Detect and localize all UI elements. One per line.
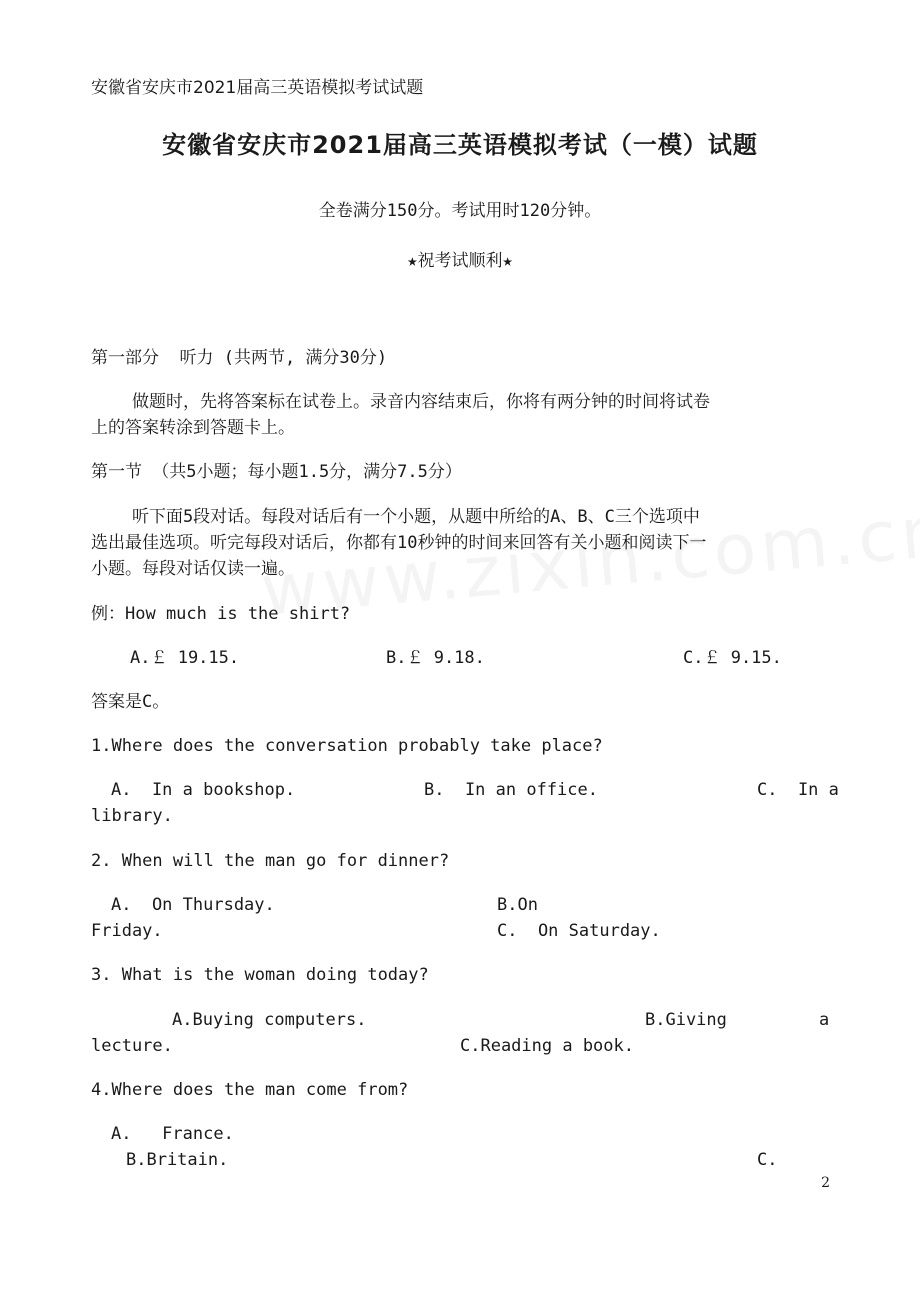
question-2-option-a: A. On Thursday. bbox=[111, 895, 275, 915]
page-title: 安徽省安庆市2021届高三英语模拟考试（一模）试题 bbox=[162, 131, 758, 159]
question-3-option-c: C.Reading a book. bbox=[460, 1036, 634, 1056]
section1-instruction-line: 选出最佳选项。听完每段对话后，你都有10秒钟的时间来回答有关小题和阅读下一 bbox=[91, 533, 707, 553]
part1-heading: 第一部分 听力 (共两节, 满分30分) bbox=[91, 348, 388, 368]
good-luck-note: ★祝考试顺利★ bbox=[407, 251, 513, 271]
question-3-option-b: B.Giving bbox=[645, 1010, 727, 1030]
question-1-option-c-cont: library. bbox=[91, 806, 173, 826]
page-header: 安徽省安庆市2021届高三英语模拟考试试题 bbox=[91, 78, 424, 98]
example-answer: 答案是C。 bbox=[91, 692, 170, 712]
example-question: 例：How much is the shirt? bbox=[91, 604, 351, 624]
section1-instruction-line: 小题。每段对话仅读一遍。 bbox=[91, 559, 295, 579]
question-3: 3. What is the woman doing today? bbox=[91, 965, 429, 985]
question-4: 4.Where does the man come from? bbox=[91, 1080, 409, 1100]
question-1-option-a: A. In a bookshop. bbox=[111, 780, 296, 800]
question-1-option-b: B. In an office. bbox=[424, 780, 598, 800]
question-4-option-a: A. France. bbox=[111, 1124, 234, 1144]
question-3-option-b-cont: lecture. bbox=[91, 1036, 173, 1056]
section1-heading: 第一节 （共5小题；每小题1.5分，满分7.5分） bbox=[91, 462, 462, 482]
question-3-option-b-end: a bbox=[819, 1010, 830, 1030]
question-2: 2. When will the man go for dinner? bbox=[91, 851, 450, 871]
example-option-a: A.￡ 19.15. bbox=[130, 648, 240, 668]
question-1-option-c: C. In a bbox=[757, 780, 839, 800]
example-option-c: C.￡ 9.15. bbox=[683, 648, 782, 668]
question-2-option-b: B.On bbox=[497, 895, 538, 915]
section1-instruction-line: 听下面5段对话。每段对话后有一个小题，从题中所给的A、B、C三个选项中 bbox=[91, 507, 700, 527]
question-2-option-b-cont: Friday. bbox=[91, 921, 163, 941]
part1-instruction-line: 做题时，先将答案标在试卷上。录音内容结束后，你将有两分钟的时间将试卷 bbox=[91, 392, 710, 412]
question-2-option-c: C. On Saturday. bbox=[497, 921, 661, 941]
question-3-option-a: A.Buying computers. bbox=[172, 1010, 367, 1030]
question-4-option-c: C. bbox=[757, 1150, 778, 1170]
example-option-b: B.￡ 9.18. bbox=[386, 648, 485, 668]
score-info: 全卷满分150分。考试用时120分钟。 bbox=[318, 201, 602, 221]
part1-instruction-line: 上的答案转涂到答题卡上。 bbox=[91, 418, 295, 438]
question-1: 1.Where does the conversation probably take place? bbox=[91, 736, 603, 756]
question-4-option-b: B.Britain. bbox=[126, 1150, 229, 1170]
page-number: 2 bbox=[821, 1175, 830, 1191]
